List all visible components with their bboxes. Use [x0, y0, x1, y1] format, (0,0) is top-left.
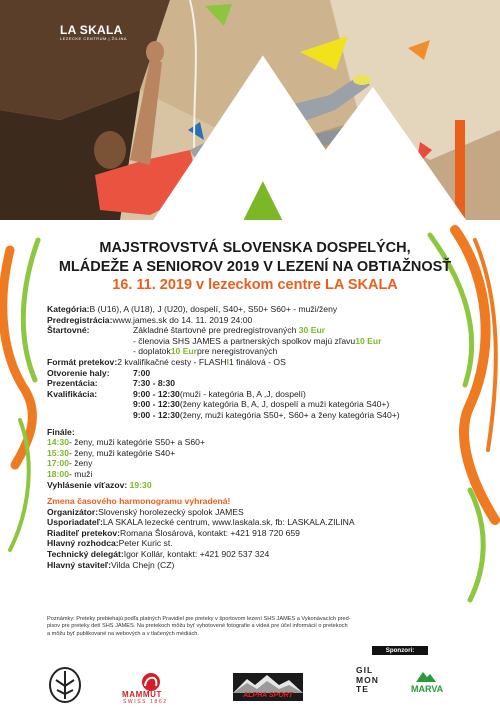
route-setter-value: Vilda Chejn (CZ) — [110, 559, 175, 570]
gilmonte-line-3: TE — [356, 684, 369, 694]
alpha-sport-name: ALPHA SPORT — [243, 692, 293, 699]
category-label: Kategória: — [47, 304, 90, 314]
final-text: - ženy, muži kategórie S50+ a S60+ — [68, 437, 205, 448]
mammut-name: MAMMUT — [122, 690, 163, 699]
predregistration-row — [47, 315, 467, 326]
final-text: - ženy, muži kategórie S40+ — [68, 447, 176, 458]
mountain-peaks-icon — [233, 673, 303, 693]
format-text-2: 1 finálová - OS — [228, 356, 286, 367]
presentation-label: Prezentácia: — [47, 378, 98, 389]
qualification-text: (ženy kategória B, A, J, dospelí a muži kategória S40+) — [179, 399, 390, 410]
sponsors-label: Sponzori: — [372, 646, 428, 655]
mammut-tagline: SWISS 1862 — [123, 699, 168, 705]
format-label: Formát pretekov: — [47, 356, 118, 367]
title-line-1: MAJSTROVSTVÁ SLOVENSKA DOSPELÝCH, — [99, 240, 411, 256]
entry-fee-row — [47, 325, 467, 336]
notes-line-2: pisov pre preteky detí SHS JAMES. Na pretekoch môžu byť vyhotovené fotografie a videá pre účel informácií o pretekoch — [47, 623, 348, 630]
logo-name: LA SKALA — [60, 23, 123, 37]
category-value: B (U16), A (U18), J (U20), dospelí, S40+, S50+ S60+ - muži/ženy — [89, 304, 338, 314]
notes — [47, 616, 467, 638]
format-text-1: 2 kvalifikačné cesty - FLASH — [117, 356, 227, 367]
notes-line-3: a môžu byť publikované na webových a v tlačených médiách. — [47, 630, 199, 637]
mountain-icon — [60, 24, 500, 220]
qualification-text: (ženy, muži kategória S50+, S60+ a ženy kategória S40+) — [179, 409, 400, 420]
judge-label: Hlavný rozhodca: — [47, 538, 119, 549]
host-value: LA SKALA lezecké centrum, www.laskala.sk, fb: LASKALA.ZILINA — [102, 517, 355, 528]
final-text: - muži — [68, 468, 93, 479]
la-skala-logo — [60, 24, 127, 41]
qualification-time: 9:00 - 12:30 — [133, 409, 180, 420]
final-row — [47, 448, 467, 459]
notes-line-1: Poznámky: Preteky prebiehajú podľa platných Pravidiel pre preteky v športovom lezení SHS JAMES a Vykonávacích pred- — [47, 616, 351, 622]
award-time: 19:30 — [129, 479, 152, 490]
final-row — [47, 437, 467, 448]
event-date: 16. 11. 2019 v lezeckom centre LA SKALA — [112, 277, 398, 293]
route-setter-label: Hlavný staviteľ: — [47, 559, 111, 570]
qualification-text: (muži - kategória B, A ,J, dospelí) — [179, 388, 306, 399]
opening-value: 7:00 — [133, 367, 151, 378]
organizer-value: Slovenský horolezecký spolok JAMES — [98, 506, 244, 517]
entry-fee-discount-row — [47, 336, 467, 347]
presentation-value: 7:30 - 8:30 — [133, 378, 176, 389]
qualification-time: 9:00 - 12:30 — [133, 399, 180, 410]
entry-fee-amount-3: 10 Eur — [170, 346, 198, 357]
gilmonte-line-2: MON — [356, 674, 379, 685]
qualification-row-2 — [47, 399, 467, 410]
club-emblem-icon — [48, 666, 82, 704]
schedule-change-text: Zmena časového harmonogramu vyhradená! — [47, 496, 231, 507]
format-row — [47, 357, 467, 368]
host-label: Usporiadateľ: — [47, 517, 103, 528]
entry-fee-amount-1: 30 Eur — [298, 325, 326, 336]
gilmonte-line-1: GIL — [356, 665, 374, 675]
marva-name: MARVA — [411, 684, 444, 694]
host-row — [47, 517, 467, 528]
entry-fee-surcharge-row — [47, 346, 467, 357]
director-value: Romana Šlosárová, kontakt: +421 918 720 659 — [120, 527, 300, 538]
organizer-row — [47, 507, 467, 518]
route-setter-row — [47, 560, 467, 571]
final-row — [47, 458, 467, 469]
award-row — [47, 480, 467, 491]
alpha-sport-logo — [233, 673, 303, 701]
final-row — [47, 469, 467, 480]
final-heading-row — [47, 427, 467, 438]
award-label: Vyhlásenie víťazov: — [47, 479, 128, 490]
entry-fee-text-1: Základné štartovné pre predregistrovaných — [133, 325, 297, 336]
event-title — [40, 239, 470, 277]
final-label: Finále: — [47, 426, 75, 437]
organizer-label: Organizátor: — [47, 506, 99, 517]
delegate-row — [47, 549, 467, 560]
title-line-2: MLÁDEŽE A SENIOROV 2019 V LEZENÍ NA OBTIAŽNOSŤ — [58, 259, 452, 275]
gilmonte-logo — [356, 666, 379, 695]
marva-peak-icon — [416, 670, 436, 682]
qualification-row-1 — [47, 389, 467, 400]
format-separator: I — [226, 356, 229, 367]
predregistration-label: Predregistrácia: — [47, 314, 113, 325]
logo-tagline: LEZECKE CENTRUM | ŽILINA — [60, 36, 128, 41]
opening-row — [47, 368, 467, 379]
entry-fee-text-4: pre neregistrovaných — [197, 346, 278, 357]
final-time: 17:00 — [47, 458, 69, 469]
event-info — [47, 304, 467, 570]
hero-photo — [0, 0, 500, 220]
qualification-row-3 — [47, 410, 467, 421]
final-text: - ženy — [68, 458, 93, 469]
delegate-value: Igor Kollár, kontakt: +421 902 537 324 — [123, 549, 270, 560]
director-row — [47, 528, 467, 539]
delegate-label: Technický delegát: — [47, 549, 124, 560]
judge-value: Peter Kuric st. — [118, 538, 173, 549]
schedule-change-notice — [47, 496, 467, 507]
entry-fee-amount-2: 10 Eur — [355, 335, 382, 346]
presentation-row — [47, 378, 467, 389]
director-label: Riaditeľ pretekov: — [47, 527, 121, 538]
entry-fee-text-2: - členovia SHS JAMES a partnerských spolkov majú zľavu — [133, 335, 356, 346]
opening-label: Otvorenie haly: — [47, 367, 110, 378]
entry-fee-label: Štartovné: — [47, 325, 90, 336]
final-time: 15:30 — [47, 447, 69, 458]
qualification-time: 9:00 - 12:30 — [133, 388, 180, 399]
category-row — [47, 304, 467, 315]
mammut-logo-icon — [140, 672, 162, 692]
judge-row — [47, 538, 467, 549]
entry-fee-text-3: - doplatok — [133, 346, 171, 357]
qualification-label: Kvalifikácia: — [47, 388, 98, 399]
predregistration-value: www.james.sk do 14. 11. 2019 24:00 — [112, 314, 253, 325]
final-time: 18:00 — [47, 468, 69, 479]
final-time: 14:30 — [47, 437, 69, 448]
